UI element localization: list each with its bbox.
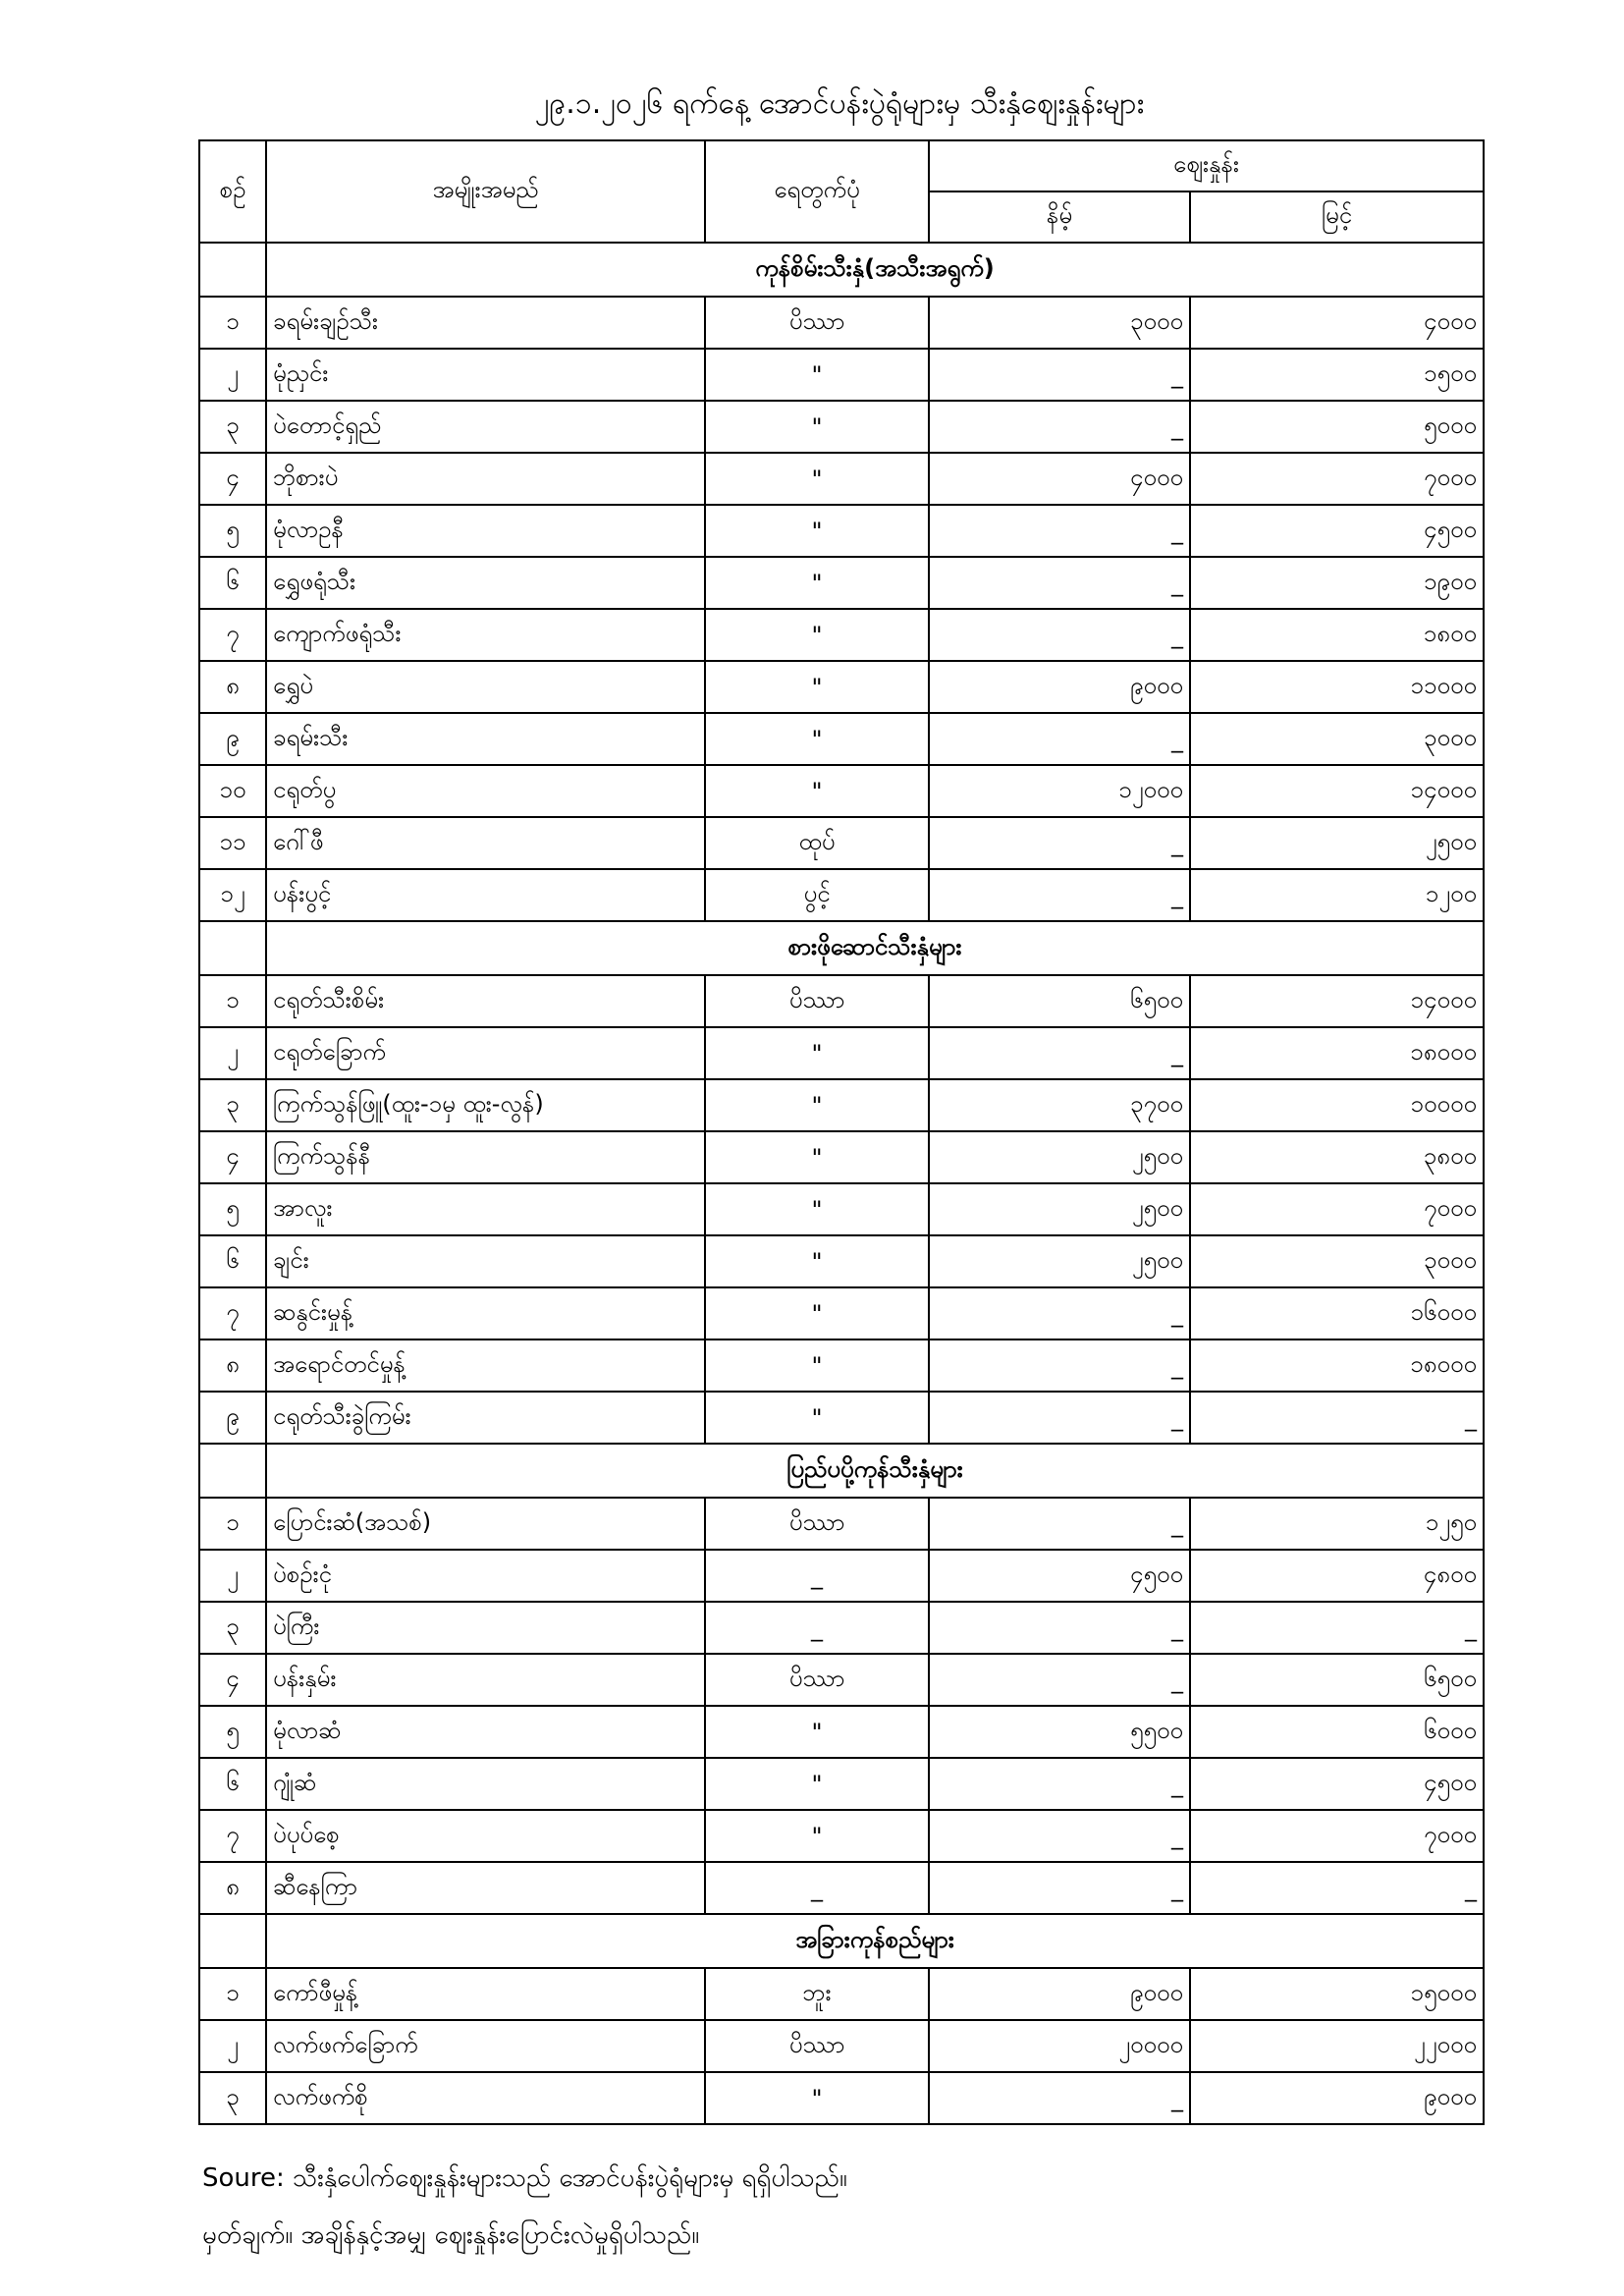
cell-high-price: ၁၄၀၀၀ bbox=[1190, 975, 1484, 1027]
cell-unit: " bbox=[705, 1758, 929, 1810]
table-row bbox=[199, 1550, 1484, 1602]
cell-name: ပဲကြီး bbox=[266, 1602, 705, 1654]
cell-unit: ပွင့် bbox=[705, 869, 929, 921]
cell-no: ၄ bbox=[199, 1654, 266, 1706]
cell-name: ဂျုံဆံ bbox=[266, 1758, 705, 1810]
cell-unit: ဘူး bbox=[705, 1968, 929, 2020]
cell-high-price: ၆၅၀၀ bbox=[1190, 1654, 1484, 1706]
table-row bbox=[199, 1392, 1484, 1444]
section-blank-cell bbox=[199, 1914, 266, 1968]
cell-name: ရွှေဖရုံသီး bbox=[266, 557, 705, 609]
cell-no: ၂ bbox=[199, 2020, 266, 2072]
cell-low-price: _ bbox=[929, 557, 1190, 609]
cell-name: မုံလာဥနီ bbox=[266, 505, 705, 557]
cell-name: ဆီနေကြာ bbox=[266, 1862, 705, 1914]
cell-unit: " bbox=[705, 1079, 929, 1131]
cell-high-price: ၁၈၀၀၀ bbox=[1190, 1027, 1484, 1079]
cell-high-price: ၁၈၀၀ bbox=[1190, 609, 1484, 661]
cell-name: ချင်း bbox=[266, 1235, 705, 1287]
cell-unit: " bbox=[705, 1235, 929, 1287]
remark-note: မှတ်ချက်။ အချိန်နှင့်အမျှ ဈေးနှုန်းပြောင်းလဲမှုရှိပါသည်။ bbox=[202, 2220, 700, 2250]
table-row bbox=[199, 1862, 1484, 1914]
cell-no: ၇ bbox=[199, 609, 266, 661]
price-table bbox=[198, 139, 1485, 2125]
cell-low-price: ၂၀၀၀၀ bbox=[929, 2020, 1190, 2072]
cell-name: ကြက်သွန်ဖြူ(ထူး-၁မှ ထူး-လွန်) bbox=[266, 1079, 705, 1131]
cell-unit: " bbox=[705, 2072, 929, 2124]
section-blank-cell bbox=[199, 1444, 266, 1498]
cell-low-price: ၃၀၀၀ bbox=[929, 297, 1190, 349]
table-row bbox=[199, 661, 1484, 713]
cell-low-price: _ bbox=[929, 817, 1190, 869]
cell-high-price: ၃၀၀၀ bbox=[1190, 1235, 1484, 1287]
cell-unit: " bbox=[705, 557, 929, 609]
cell-name: ဂေါ်ဖီ bbox=[266, 817, 705, 869]
cell-high-price: ၁၀၀၀၀ bbox=[1190, 1079, 1484, 1131]
cell-unit: " bbox=[705, 1027, 929, 1079]
cell-unit: ထုပ် bbox=[705, 817, 929, 869]
cell-no: ၅ bbox=[199, 505, 266, 557]
cell-high-price: ၆၀၀၀ bbox=[1190, 1706, 1484, 1758]
cell-high-price: ၁၅၀၀ bbox=[1190, 349, 1484, 401]
cell-low-price: ၄၀၀၀ bbox=[929, 453, 1190, 505]
cell-unit: " bbox=[705, 1392, 929, 1444]
cell-no: ၆ bbox=[199, 1235, 266, 1287]
cell-no: ၁၁ bbox=[199, 817, 266, 869]
cell-no: ၆ bbox=[199, 1758, 266, 1810]
cell-high-price: ၇၀၀၀ bbox=[1190, 1183, 1484, 1235]
cell-no: ၉ bbox=[199, 713, 266, 765]
cell-name: ပဲတောင့်ရှည် bbox=[266, 401, 705, 453]
cell-no: ၂ bbox=[199, 1027, 266, 1079]
cell-high-price: ၄၅၀၀ bbox=[1190, 505, 1484, 557]
cell-unit: ပိဿာ bbox=[705, 2020, 929, 2072]
cell-no: ၄ bbox=[199, 1131, 266, 1183]
cell-high-price: ၁၈၀၀၀ bbox=[1190, 1339, 1484, 1392]
section-title: ပြည်ပပို့ကုန်သီးနှံများ bbox=[266, 1444, 1484, 1498]
section-title: အခြားကုန်စည်များ bbox=[266, 1914, 1484, 1968]
table-row bbox=[199, 2072, 1484, 2124]
cell-high-price: ၃၀၀၀ bbox=[1190, 713, 1484, 765]
cell-no: ၃ bbox=[199, 401, 266, 453]
table-row bbox=[199, 401, 1484, 453]
cell-unit: " bbox=[705, 765, 929, 817]
cell-high-price: ၄၀၀၀ bbox=[1190, 297, 1484, 349]
cell-low-price: _ bbox=[929, 1498, 1190, 1550]
document-title: ၂၉.၁.၂၀၂၆ ရက်နေ့ အောင်ပန်းပွဲရုံများမှ သီးနှံဈေးနှုန်းများ bbox=[534, 86, 1145, 121]
table-row bbox=[199, 349, 1484, 401]
cell-high-price: _ bbox=[1190, 1862, 1484, 1914]
cell-low-price: ၆၅၀၀ bbox=[929, 975, 1190, 1027]
cell-no: ၁၀ bbox=[199, 765, 266, 817]
cell-high-price: ၄၅၀၀ bbox=[1190, 1758, 1484, 1810]
header-no: စဉ် bbox=[199, 140, 266, 243]
cell-low-price: _ bbox=[929, 1287, 1190, 1339]
table-row bbox=[199, 975, 1484, 1027]
cell-no: ၈ bbox=[199, 1339, 266, 1392]
table-row bbox=[199, 1339, 1484, 1392]
cell-low-price: _ bbox=[929, 505, 1190, 557]
header-name: အမျိုးအမည် bbox=[266, 140, 705, 243]
cell-name: မုံညှင်း bbox=[266, 349, 705, 401]
cell-high-price: ၁၉၀၀ bbox=[1190, 557, 1484, 609]
cell-low-price: ၃၇၀၀ bbox=[929, 1079, 1190, 1131]
table-row bbox=[199, 1758, 1484, 1810]
table-row bbox=[199, 1287, 1484, 1339]
cell-unit: ပိဿာ bbox=[705, 297, 929, 349]
table-body bbox=[199, 243, 1484, 2124]
cell-high-price: ၇၀၀၀ bbox=[1190, 1810, 1484, 1862]
cell-name: ဘိုစားပဲ bbox=[266, 453, 705, 505]
cell-unit: " bbox=[705, 661, 929, 713]
table-row bbox=[199, 557, 1484, 609]
cell-low-price: _ bbox=[929, 401, 1190, 453]
cell-low-price: _ bbox=[929, 2072, 1190, 2124]
section-blank-cell bbox=[199, 243, 266, 297]
table-row bbox=[199, 1131, 1484, 1183]
cell-low-price: _ bbox=[929, 1339, 1190, 1392]
cell-name: မုံလာဆံ bbox=[266, 1706, 705, 1758]
cell-no: ၁ bbox=[199, 1498, 266, 1550]
cell-high-price: ၁၂၅၀ bbox=[1190, 1498, 1484, 1550]
cell-high-price: ၉၀၀၀ bbox=[1190, 2072, 1484, 2124]
cell-unit: " bbox=[705, 1287, 929, 1339]
table-row bbox=[199, 765, 1484, 817]
cell-name: ငရုတ်ခြောက် bbox=[266, 1027, 705, 1079]
source-note: Soure: သီးနှံပေါက်ဈေးနှုန်းများသည် အောင်ပန်းပွဲရုံများမှ ရရှိပါသည်။ bbox=[202, 2163, 847, 2193]
cell-no: ၁ bbox=[199, 297, 266, 349]
table-row bbox=[199, 1968, 1484, 2020]
cell-unit: " bbox=[705, 349, 929, 401]
table-row bbox=[199, 1235, 1484, 1287]
cell-unit: " bbox=[705, 1131, 929, 1183]
cell-name: ခရမ်းချဉ်သီး bbox=[266, 297, 705, 349]
cell-name: ပဲပုပ်စေ့ bbox=[266, 1810, 705, 1862]
cell-unit: " bbox=[705, 609, 929, 661]
cell-no: ၁ bbox=[199, 975, 266, 1027]
cell-unit: _ bbox=[705, 1550, 929, 1602]
cell-no: ၃ bbox=[199, 1602, 266, 1654]
cell-name: ကျောက်ဖရုံသီး bbox=[266, 609, 705, 661]
cell-high-price: ၁၂၀၀ bbox=[1190, 869, 1484, 921]
header-unit: ရေတွက်ပုံ bbox=[705, 140, 929, 243]
cell-high-price: ၇၀၀၀ bbox=[1190, 453, 1484, 505]
table-row bbox=[199, 297, 1484, 349]
cell-unit: " bbox=[705, 401, 929, 453]
cell-low-price: ၉၀၀၀ bbox=[929, 661, 1190, 713]
header-high: မြင့် bbox=[1190, 191, 1484, 243]
cell-no: ၂ bbox=[199, 349, 266, 401]
section-row bbox=[199, 921, 1484, 975]
cell-low-price: ၂၅၀၀ bbox=[929, 1235, 1190, 1287]
header-price: ဈေးနှုန်း bbox=[929, 140, 1484, 191]
table-row bbox=[199, 505, 1484, 557]
cell-low-price: _ bbox=[929, 1810, 1190, 1862]
cell-name: ခရမ်းသီး bbox=[266, 713, 705, 765]
cell-no: ၅ bbox=[199, 1183, 266, 1235]
cell-high-price: _ bbox=[1190, 1392, 1484, 1444]
table-row bbox=[199, 1810, 1484, 1862]
cell-low-price: _ bbox=[929, 1654, 1190, 1706]
cell-low-price: ၄၅၀၀ bbox=[929, 1550, 1190, 1602]
table-row bbox=[199, 1706, 1484, 1758]
cell-low-price: _ bbox=[929, 1602, 1190, 1654]
cell-high-price: ၃၈၀၀ bbox=[1190, 1131, 1484, 1183]
cell-high-price: ၅၀၀၀ bbox=[1190, 401, 1484, 453]
cell-high-price: ၁၅၀၀၀ bbox=[1190, 1968, 1484, 2020]
cell-low-price: ၂၅၀၀ bbox=[929, 1131, 1190, 1183]
cell-no: ၃ bbox=[199, 1079, 266, 1131]
cell-low-price: _ bbox=[929, 609, 1190, 661]
section-title: စားဖိုဆောင်သီးနှံများ bbox=[266, 921, 1484, 975]
cell-unit: " bbox=[705, 1706, 929, 1758]
cell-unit: " bbox=[705, 453, 929, 505]
table-row bbox=[199, 1602, 1484, 1654]
cell-no: ၁၂ bbox=[199, 869, 266, 921]
cell-name: ပြောင်းဆံ(အသစ်) bbox=[266, 1498, 705, 1550]
cell-name: ပန်းပွင့် bbox=[266, 869, 705, 921]
cell-no: ၈ bbox=[199, 661, 266, 713]
cell-low-price: _ bbox=[929, 869, 1190, 921]
cell-low-price: ၁၂၀၀၀ bbox=[929, 765, 1190, 817]
cell-high-price: ၂၂၀၀၀ bbox=[1190, 2020, 1484, 2072]
table-row bbox=[199, 817, 1484, 869]
cell-unit: " bbox=[705, 505, 929, 557]
cell-name: ရွှေပဲ bbox=[266, 661, 705, 713]
cell-name: ငရုတ်ပွ bbox=[266, 765, 705, 817]
cell-high-price: ၁၄၀၀၀ bbox=[1190, 765, 1484, 817]
cell-name: ပန်းနှမ်း bbox=[266, 1654, 705, 1706]
cell-no: ၉ bbox=[199, 1392, 266, 1444]
cell-name: ငရုတ်သီးခွဲကြမ်း bbox=[266, 1392, 705, 1444]
cell-no: ၁ bbox=[199, 1968, 266, 2020]
section-row bbox=[199, 243, 1484, 297]
cell-no: ၃ bbox=[199, 2072, 266, 2124]
table-row bbox=[199, 869, 1484, 921]
table-row bbox=[199, 2020, 1484, 2072]
cell-high-price: ၁၁၀၀၀ bbox=[1190, 661, 1484, 713]
cell-name: ကော်ဖီမှုန့် bbox=[266, 1968, 705, 2020]
cell-no: ၇ bbox=[199, 1810, 266, 1862]
cell-unit: ပိဿာ bbox=[705, 1498, 929, 1550]
cell-low-price: _ bbox=[929, 1862, 1190, 1914]
cell-unit: _ bbox=[705, 1602, 929, 1654]
cell-unit: " bbox=[705, 1183, 929, 1235]
cell-high-price: ၁၆၀၀၀ bbox=[1190, 1287, 1484, 1339]
cell-name: အရောင်တင်မှုန့် bbox=[266, 1339, 705, 1392]
cell-no: ၈ bbox=[199, 1862, 266, 1914]
cell-unit: " bbox=[705, 1810, 929, 1862]
cell-unit: ပိဿာ bbox=[705, 975, 929, 1027]
cell-unit: ပိဿာ bbox=[705, 1654, 929, 1706]
section-row bbox=[199, 1914, 1484, 1968]
section-blank-cell bbox=[199, 921, 266, 975]
cell-no: ၄ bbox=[199, 453, 266, 505]
cell-name: လက်ဖက်ခြောက် bbox=[266, 2020, 705, 2072]
table-row bbox=[199, 1183, 1484, 1235]
cell-low-price: _ bbox=[929, 1392, 1190, 1444]
cell-low-price: ၉၀၀၀ bbox=[929, 1968, 1190, 2020]
cell-no: ၇ bbox=[199, 1287, 266, 1339]
table-row bbox=[199, 453, 1484, 505]
cell-name: ပဲစဉ်းငုံ bbox=[266, 1550, 705, 1602]
table-row bbox=[199, 1654, 1484, 1706]
cell-name: အာလူး bbox=[266, 1183, 705, 1235]
cell-low-price: _ bbox=[929, 1758, 1190, 1810]
cell-high-price: ၂၅၀၀ bbox=[1190, 817, 1484, 869]
cell-unit: " bbox=[705, 1339, 929, 1392]
cell-no: ၅ bbox=[199, 1706, 266, 1758]
cell-low-price: _ bbox=[929, 349, 1190, 401]
cell-low-price: ၅၅၀၀ bbox=[929, 1706, 1190, 1758]
cell-name: ဆနွင်းမှုန့် bbox=[266, 1287, 705, 1339]
table-row bbox=[199, 713, 1484, 765]
cell-high-price: ၄၈၀၀ bbox=[1190, 1550, 1484, 1602]
cell-name: ကြက်သွန်နီ bbox=[266, 1131, 705, 1183]
cell-no: ၆ bbox=[199, 557, 266, 609]
cell-unit: " bbox=[705, 713, 929, 765]
table-row bbox=[199, 1027, 1484, 1079]
cell-unit: _ bbox=[705, 1862, 929, 1914]
cell-low-price: _ bbox=[929, 1027, 1190, 1079]
cell-no: ၂ bbox=[199, 1550, 266, 1602]
cell-low-price: _ bbox=[929, 713, 1190, 765]
table-row bbox=[199, 609, 1484, 661]
section-title: ကုန်စိမ်းသီးနှံ(အသီးအရွက်) bbox=[266, 243, 1484, 297]
header-low: နိမ့် bbox=[929, 191, 1190, 243]
cell-name: လက်ဖက်စို bbox=[266, 2072, 705, 2124]
cell-high-price: _ bbox=[1190, 1602, 1484, 1654]
cell-name: ငရုတ်သီးစိမ်း bbox=[266, 975, 705, 1027]
section-row bbox=[199, 1444, 1484, 1498]
cell-low-price: ၂၅၀၀ bbox=[929, 1183, 1190, 1235]
table-row bbox=[199, 1498, 1484, 1550]
table-row bbox=[199, 1079, 1484, 1131]
